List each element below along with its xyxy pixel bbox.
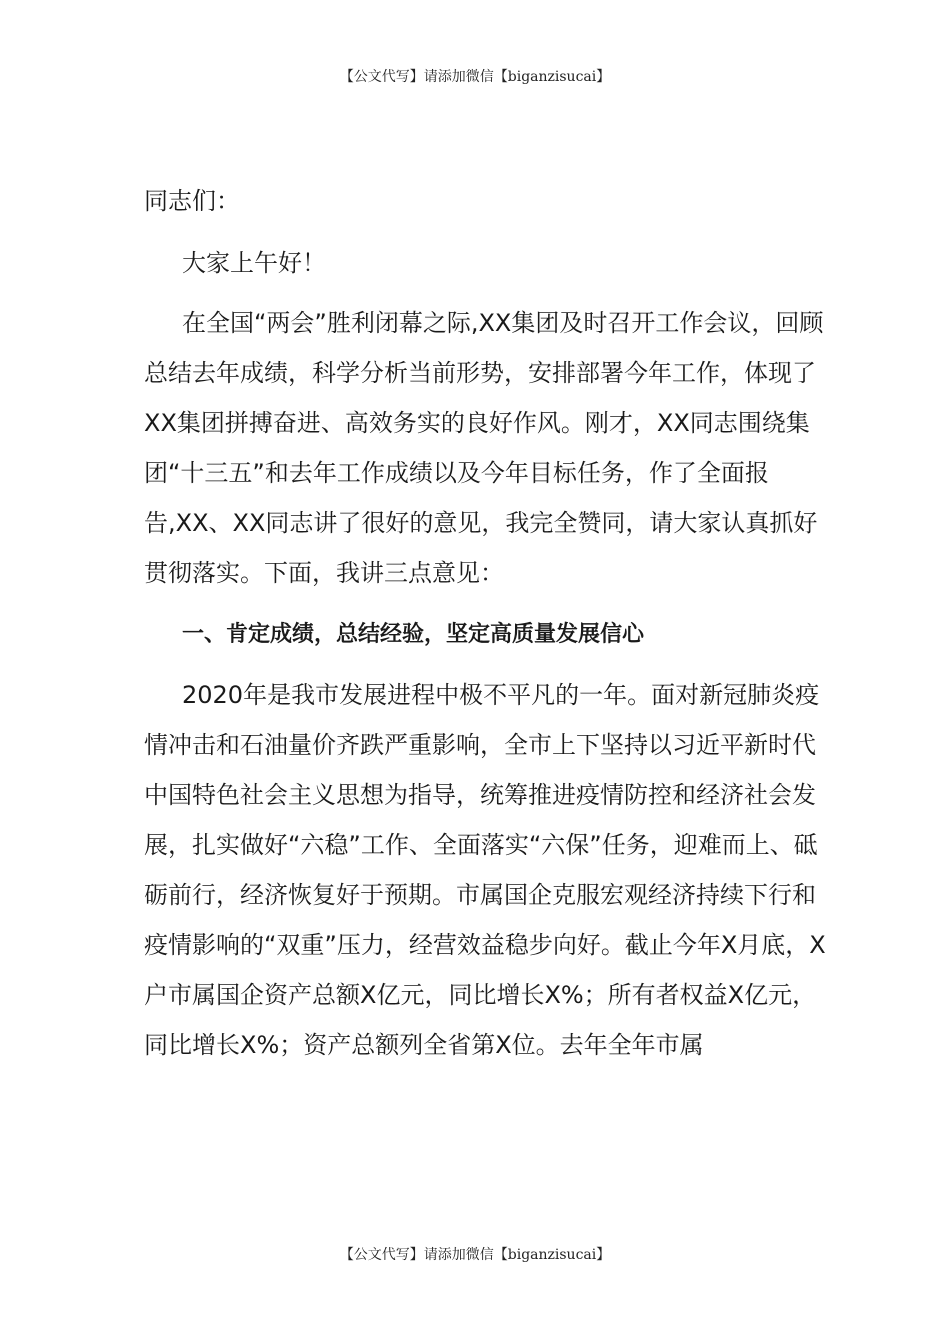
document-body bbox=[144, 176, 834, 1082]
paragraph-achievements: 2020年是我市发展进程中极不平凡的一年。面对新冠肺炎疫情冲击和石油量价齐跌严重影响，全市上下坚持以习近平新时代中国特色社会主义思想为指导，统筹推进疫情防控和经济社会发展，扎实做好“六稳”工作、全面落实“六保”任务，迎难而上、砥砺前行，经济恢复好于预期。市属国企克服宏观经济持续下行和疫情影响的“双重”压力，经营效益稳步向好。截止今年X月底，X户市属国企资产总额X亿元，同比增长X%；所有者权益X亿元，同比增长X%；资产总额列全省第X位。去年全年市属 bbox=[144, 681, 826, 1059]
page-footer: 【公文代写】请添加微信【biganzisucai】 bbox=[339, 1247, 611, 1263]
salutation: 同志们： bbox=[144, 187, 240, 215]
greeting: 大家上午好！ bbox=[182, 249, 326, 277]
paragraph-intro: 在全国“两会”胜利闭幕之际,XX集团及时召开工作会议，回顾总结去年成绩，科学分析当前形势，安排部署今年工作，体现了XX集团拼搏奋进、高效务实的良好作风。刚才，XX同志围绕集团“十三五”和去年工作成绩以及今年目标任务，作了全面报告,XX、XX同志讲了很好的意见，我完全赞同，请大家认真抓好贯彻落实。下面，我讲三点意见： bbox=[144, 309, 824, 587]
page-header: 【公文代写】请添加微信【biganzisucai】 bbox=[339, 69, 611, 85]
section-heading-1: 一、肯定成绩，总结经验，坚定高质量发展信心 bbox=[182, 622, 645, 647]
